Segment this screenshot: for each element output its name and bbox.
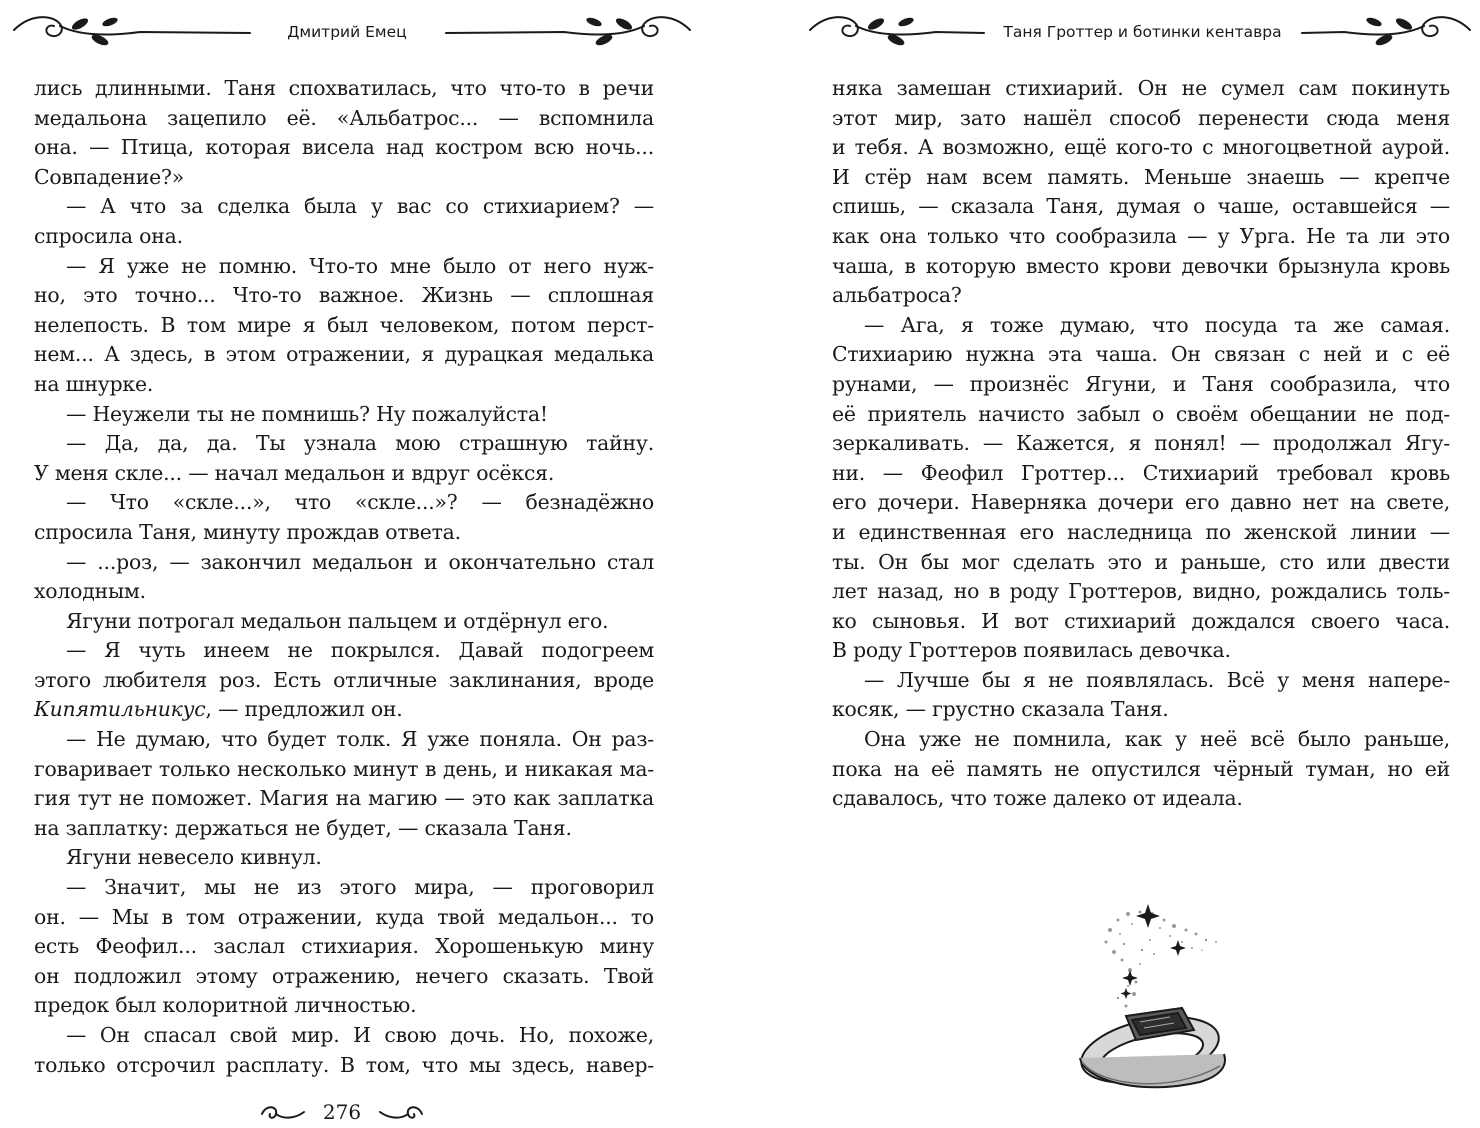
- text-line: И стёр нам всем память. Меньше знаешь — крепче: [832, 164, 1450, 189]
- text-line: на заплатку: держаться не будет, — сказала Таня.: [34, 815, 572, 840]
- text-line: няка замешан стихиарий. Он не сумел сам покинуть: [832, 76, 1450, 100]
- running-header-right: [740, 0, 1480, 60]
- text-line: лет назад, но в роду Гроттеров, видно, рождались толь-: [832, 579, 1450, 604]
- text-line: — ...роз, — закончил медальон и окончательно стал: [66, 549, 654, 574]
- text-line: косяк, — грустно сказала Таня.: [832, 697, 1169, 722]
- text-line: она. — Птица, которая висела над костром всю ночь...: [34, 135, 654, 160]
- text-line: ни. — Феофил Гроттер... Стихиарий требовал кровь: [832, 460, 1450, 485]
- text-line: гия тут не поможет. Магия на магию — это как заплатка: [34, 786, 654, 811]
- text-line: медальона зацепило её. «Альбатрос... — вспомнила: [34, 105, 654, 130]
- body-text-right: [832, 74, 1450, 814]
- text-line: — А что за сделка была у вас со стихиарием? —: [66, 194, 654, 219]
- text-line: спросила она.: [34, 223, 183, 248]
- text-line: пока на её память не опустился чёрный туман, но ей: [832, 756, 1450, 781]
- text-line: — Да, да, да. Ты узнала мою страшную тайну.: [66, 431, 654, 456]
- text-line: как она только что сообразила — у Урга. Не та ли это: [832, 223, 1450, 248]
- text-line: — Он спасал свой мир. И свою дочь. Но, похоже,: [66, 1023, 654, 1047]
- text-line: спросила Таня, минуту прождав ответа.: [34, 519, 461, 544]
- text-line: нелепость. В том мире я был человеком, потом перст-: [34, 312, 654, 337]
- text-line: предок был колоритной личностью.: [34, 993, 417, 1018]
- text-line: — Лучше бы я не появлялась. Всё у меня напере-: [864, 667, 1450, 692]
- text-line: — Я чуть инеем не покрылся. Давай подогреем: [66, 638, 654, 663]
- body-text-left: [34, 74, 654, 1080]
- header-author: Дмитрий Емец: [287, 23, 407, 41]
- text-line: холодным.: [34, 579, 146, 604]
- text-line: на шнурке.: [34, 371, 154, 396]
- text-line: Совпадение?»: [34, 164, 184, 189]
- spell-name: Кипятильникус: [34, 697, 206, 722]
- text-line: — Не думаю, что будет толк. Я уже поняла. Он раз-: [66, 727, 654, 752]
- text-line: его дочери. Наверняка дочери его давно нет на свете,: [832, 490, 1450, 515]
- text-line: он подложил этому отражению, нечего сказать. Твой: [34, 963, 654, 988]
- text-line: этого любителя роз. Есть отличные заклинания, вроде: [34, 667, 654, 692]
- ring-illustration: [1070, 890, 1240, 1102]
- text-line: В роду Гроттеров появилась девочка.: [832, 638, 1231, 663]
- page-number: 276: [322, 1100, 362, 1124]
- text-line: — Неужели ты не помнишь? Ну пожалуйста!: [66, 401, 548, 426]
- text-line: — Что «скле...», что «скле...»? — безнадёжно: [66, 490, 654, 515]
- text-line: есть Феофил... заслал стихиария. Хорошенькую мину: [34, 934, 654, 959]
- text-line-with-spell: [34, 695, 654, 725]
- page-footer: [252, 1098, 432, 1128]
- text-line: только отсрочил расплату. В том, что мы здесь, навер-: [34, 1052, 654, 1077]
- text-line: рунами, — произнёс Ягуни, и Таня сообразила, что: [832, 371, 1450, 396]
- text-line: и единственная его наследница по женской линии —: [832, 519, 1450, 544]
- text-line: — Я уже не помню. Что-то мне было от него нуж-: [66, 253, 654, 278]
- running-header-left: [0, 0, 740, 60]
- text-line: и тебя. А возможно, ещё кого-то с многоцветной аурой.: [832, 135, 1450, 160]
- text-line: этот мир, зато нашёл способ перенести сюда меня: [832, 105, 1450, 130]
- text-line: альбатроса?: [832, 283, 962, 308]
- text-line: — Значит, мы не из этого мира, — проговорил: [66, 875, 654, 900]
- text-line: но, это точно... Что-то важное. Жизнь — сплошная: [34, 283, 654, 308]
- text-line: её приятель начисто забыл о своём обещании не под-: [832, 401, 1450, 426]
- text-line: ты. Он бы мог сделать это и раньше, сто или двести: [832, 549, 1450, 574]
- right-page: [740, 0, 1480, 1128]
- text-line: Стихиарию нужна эта чаша. Он связан с ней и с её: [832, 342, 1450, 367]
- text-line: — Ага, я тоже думаю, что посуда та же самая.: [864, 312, 1450, 337]
- text-line: зеркаливать. — Кажется, я понял! — продолжал Ягу-: [832, 431, 1450, 456]
- text-line: он. — Мы в том отражении, куда твой медальон... то: [34, 904, 654, 929]
- text-line: ко сыновья. И вот стихиарий дождался своего часа.: [832, 608, 1450, 633]
- text-fragment: , — предложил он.: [205, 697, 403, 722]
- text-line: Ягуни невесело кивнул.: [66, 845, 322, 870]
- text-line: спишь, — сказала Таня, думая о чаше, оставшейся —: [832, 194, 1450, 219]
- text-line: Она уже не помнила, как у неё всё было раньше,: [864, 727, 1450, 752]
- text-line: Ягуни потрогал медальон пальцем и отдёрнул его.: [66, 608, 609, 633]
- text-line: говаривает только несколько минут в день, и никакая ма-: [34, 756, 654, 781]
- text-line: лись длинными. Таня спохватилась, что что-то в речи: [34, 76, 654, 100]
- text-line: нем... А здесь, в этом отражении, я дурацкая медалька: [34, 342, 654, 367]
- text-line: чаша, в которую вместо крови девочки брызнула кровь: [832, 253, 1450, 278]
- header-book-title: Таня Гроттер и ботинки кентавра: [1003, 23, 1282, 41]
- text-line: У меня скле... — начал медальон и вдруг осёкся.: [34, 460, 555, 485]
- text-line: сдавалось, что тоже далеко от идеала.: [832, 786, 1243, 811]
